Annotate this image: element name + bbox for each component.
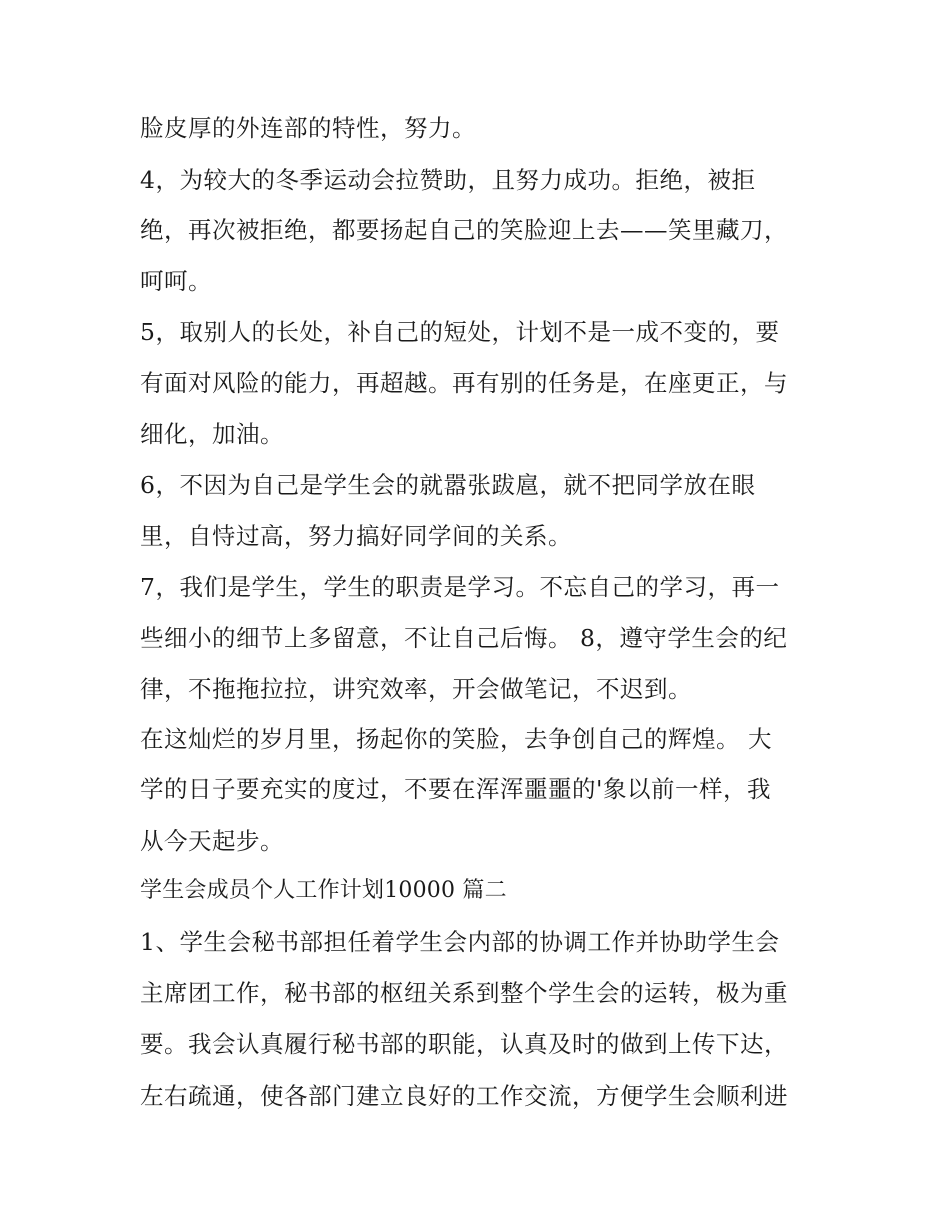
text-line-7: 细化，加油。	[140, 420, 284, 448]
text-line-9: 里，自恃过高，努力搞好同学间的关系。	[140, 522, 572, 550]
text-line-18: 主席团工作，秘书部的枢纽关系到整个学生会的运转，极为重	[140, 979, 788, 1007]
text-line-10: 7，我们是学生，学生的职责是学习。不忘自己的学习，再一	[140, 573, 780, 601]
text-line-19: 要。我会认真履行秘书部的职能，认真及时的做到上传下达，	[140, 1030, 788, 1058]
text-line-17: 1、学生会秘书部担任着学生会内部的协调工作并协助学生会	[140, 928, 780, 956]
text-line-3: 绝，再次被拒绝，都要扬起自己的笑脸迎上去——笑里藏刀，	[140, 216, 788, 244]
text-line-8: 6，不因为自己是学生会的就嚣张跋扈，就不把同学放在眼	[140, 471, 756, 499]
text-line-13: 在这灿烂的岁月里，扬起你的笑脸，去争创自己的辉煌。 大	[140, 725, 772, 753]
text-line-4: 呵呵。	[140, 267, 212, 295]
text-line-11: 些细小的细节上多留意，不让自己后悔。 8，遵守学生会的纪	[140, 624, 788, 652]
section-heading: 学生会成员个人工作计划10000 篇二	[140, 878, 507, 903]
text-line-2: 4，为较大的冬季运动会拉赞助，且努力成功。拒绝，被拒	[140, 166, 756, 194]
text-line-15: 从今天起步。	[140, 827, 284, 855]
text-line-1: 脸皮厚的外连部的特性，努力。	[140, 114, 476, 142]
text-line-14: 学的日子要充实的度过，不要在浑浑噩噩的'象以前一样，我	[140, 775, 771, 803]
text-line-5: 5，取别人的长处，补自己的短处，计划不是一成不变的，要	[140, 318, 780, 346]
text-line-20: 左右疏通，使各部门建立良好的工作交流，方便学生会顺利进	[140, 1082, 788, 1110]
text-line-12: 律，不拖拖拉拉，讲究效率，开会做笔记，不迟到。	[140, 675, 692, 703]
text-line-6: 有面对风险的能力，再超越。再有别的任务是，在座更正，与	[140, 369, 788, 397]
